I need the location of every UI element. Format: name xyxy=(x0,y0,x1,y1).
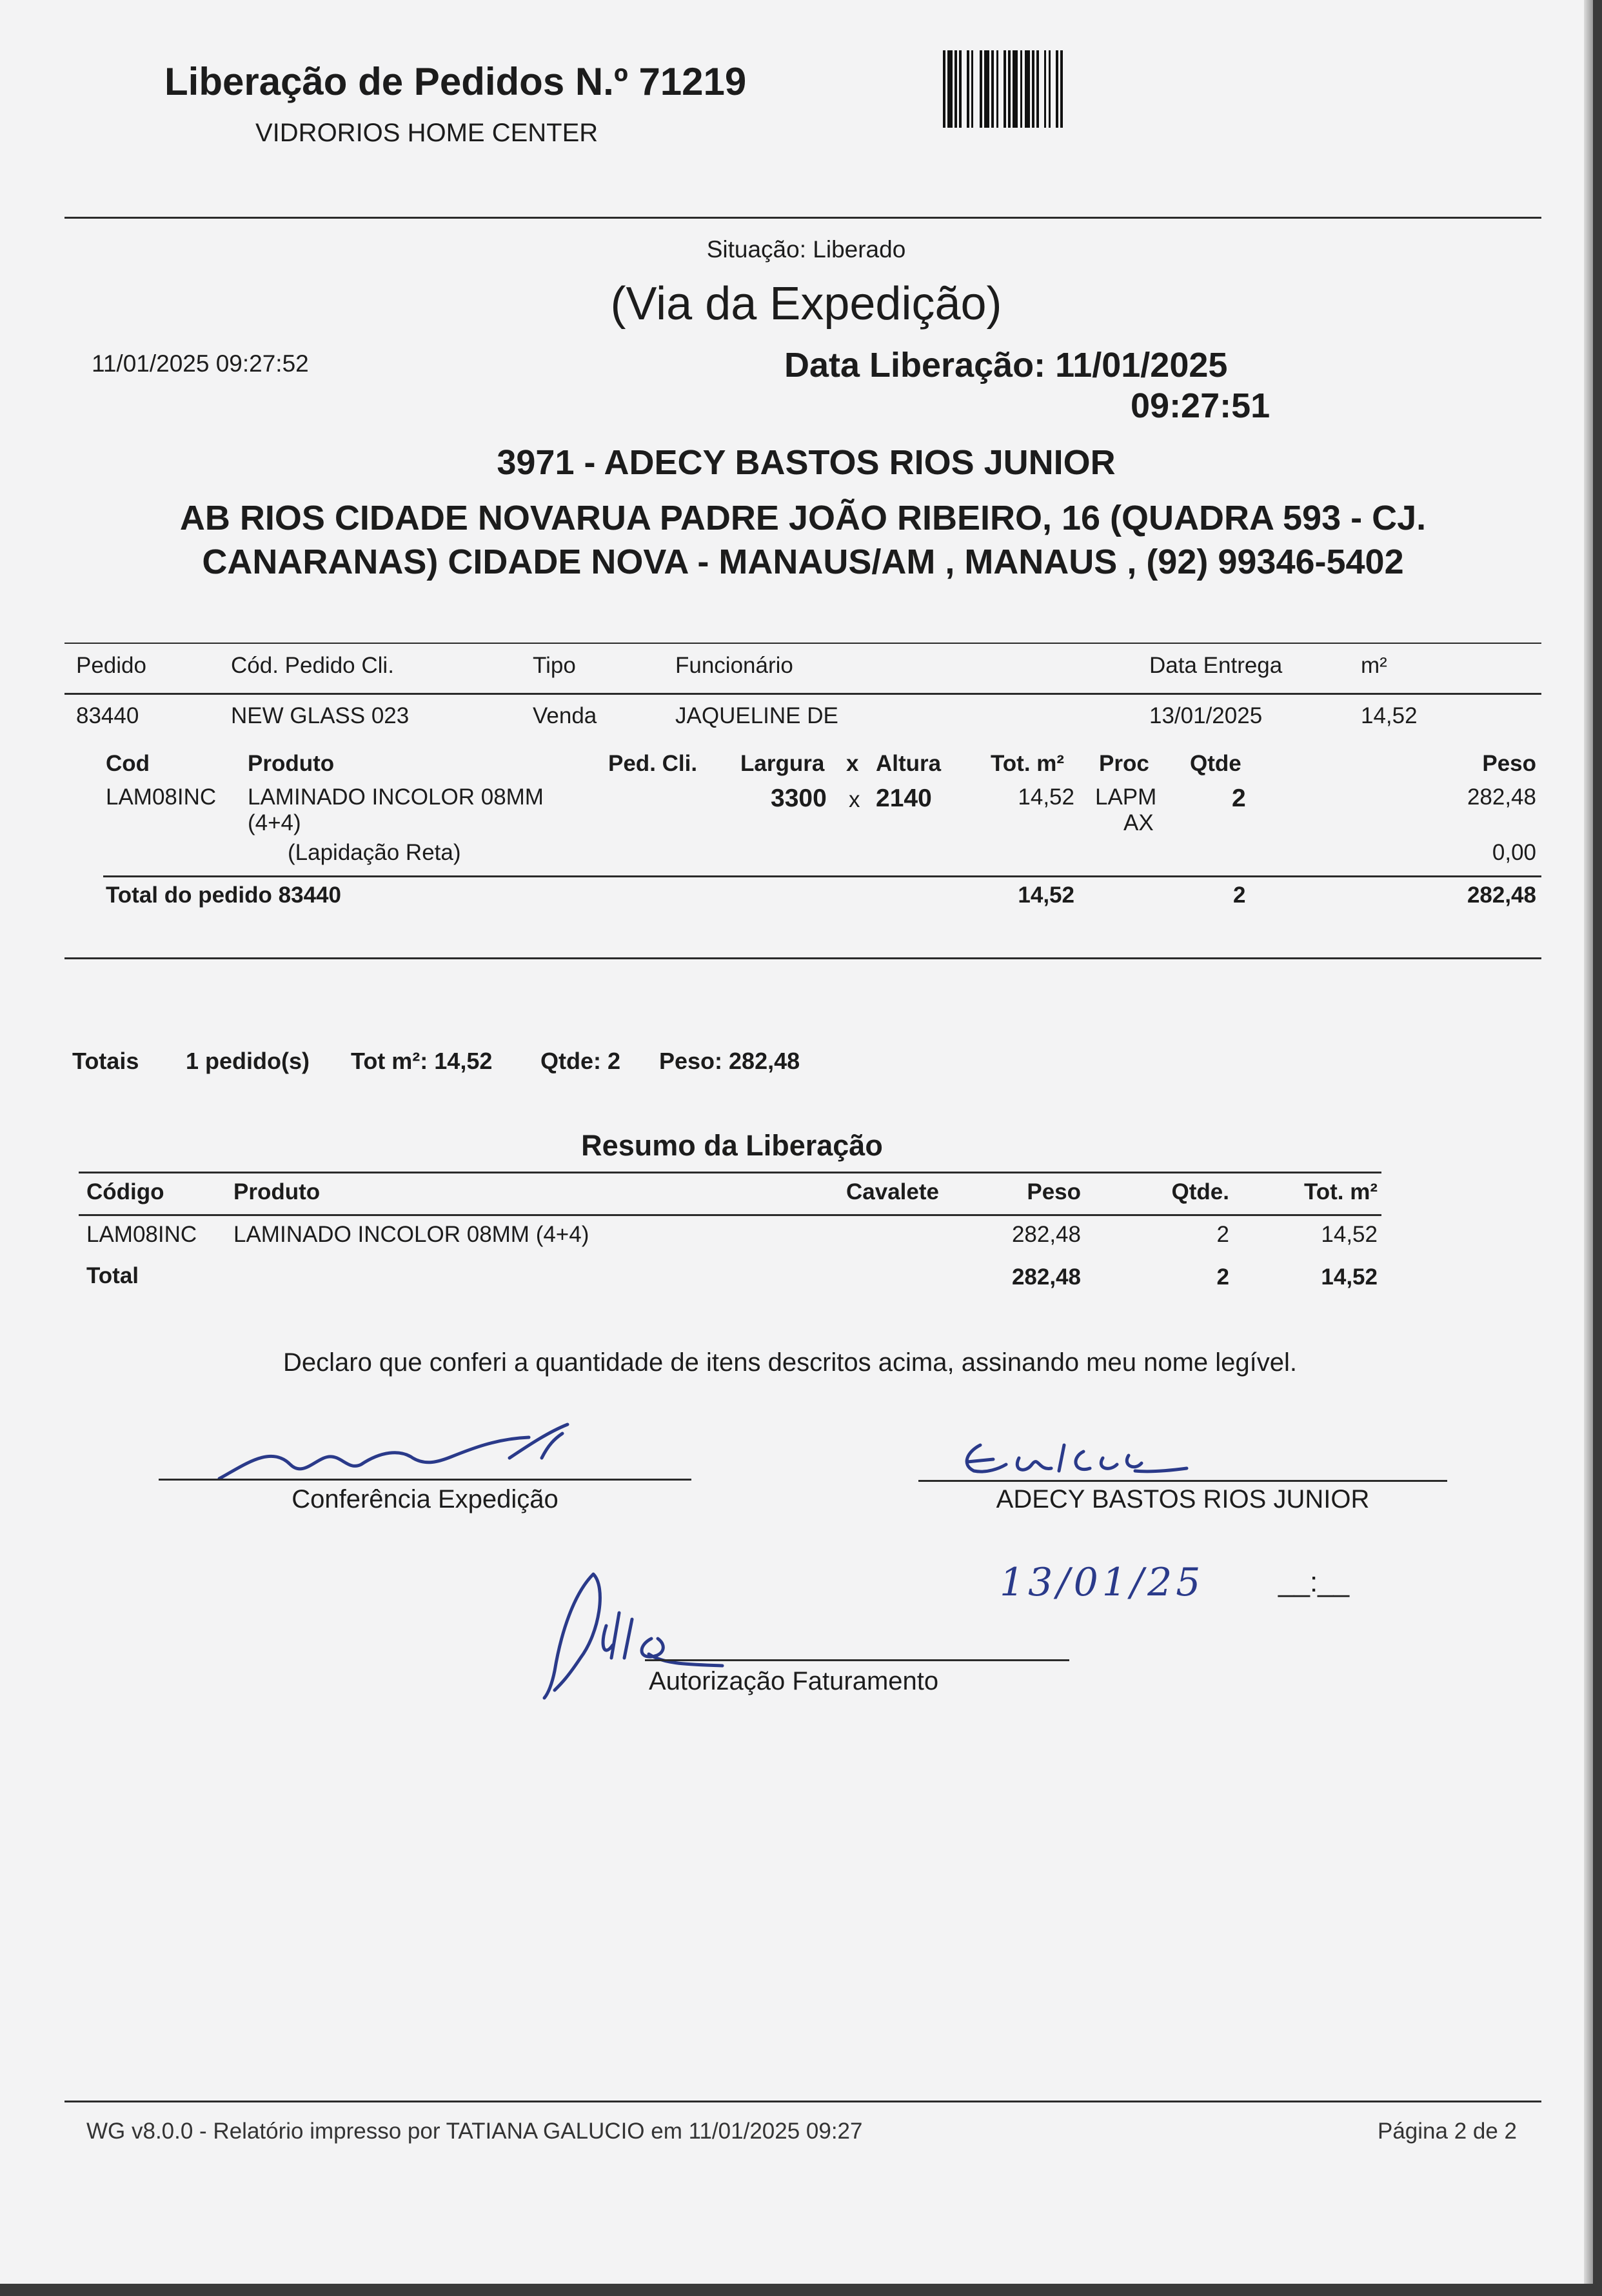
order-total-qtde: 2 xyxy=(1233,883,1246,908)
signature-line-conferencia xyxy=(159,1479,691,1481)
item-header-x: x xyxy=(846,751,859,776)
col-header-m2: m² xyxy=(1361,653,1387,678)
client-address-line1: AB RIOS CIDADE NOVARUA PADRE JOÃO RIBEIRO, 16 (QUADRA 593 - CJ. xyxy=(179,499,1427,537)
barcode xyxy=(943,50,1201,128)
resumo-total-qtde: 2 xyxy=(1216,1264,1229,1290)
item-header-altura: Altura xyxy=(876,751,942,776)
resumo-row-produto: LAMINADO INCOLOR 08MM (4+4) xyxy=(233,1222,589,1247)
resumo-header-codigo: Código xyxy=(86,1179,164,1204)
item-produto-line1: LAMINADO INCOLOR 08MM xyxy=(248,784,544,810)
order-total-label: Total do pedido 83440 xyxy=(106,883,341,908)
resumo-header-cavalete: Cavalete xyxy=(846,1179,939,1204)
data-liberacao-label: Data Liberação: xyxy=(784,346,1046,384)
data-liberacao xyxy=(784,345,1227,385)
resumo-row-peso: 282,48 xyxy=(1011,1222,1081,1247)
declaration-text: Declaro que conferi a quantidade de itens descritos acima, assinando meu nome legível. xyxy=(282,1348,1298,1377)
client-name: 3971 - ADECY BASTOS RIOS JUNIOR xyxy=(497,443,1116,482)
col-header-tipo: Tipo xyxy=(533,653,576,678)
order-pedido: 83440 xyxy=(76,703,139,728)
item-header-produto: Produto xyxy=(248,751,335,776)
item-header-largura: Largura xyxy=(740,751,825,776)
item-proc-line1: LAPM xyxy=(1095,784,1157,810)
resumo-row-tot-m2: 14,52 xyxy=(1321,1222,1378,1247)
item-peso: 282,48 xyxy=(1467,784,1536,810)
item-cod: LAM08INC xyxy=(106,784,217,810)
data-liberacao-date: 11/01/2025 xyxy=(1055,346,1228,384)
item-header-proc: Proc xyxy=(1099,751,1149,776)
status-situacao: Situação: Liberado xyxy=(706,236,906,263)
order-tipo: Venda xyxy=(533,703,597,728)
resumo-header-peso: Peso xyxy=(1027,1179,1081,1204)
subitem-peso: 0,00 xyxy=(1492,840,1536,865)
resumo-top-line xyxy=(79,1172,1381,1173)
company-name: VIDRORIOS HOME CENTER xyxy=(255,119,598,147)
col-header-pedido: Pedido xyxy=(76,653,146,678)
col-header-cod-pedido-cli: Cód. Pedido Cli. xyxy=(231,653,394,678)
resumo-total-tot-m2: 14,52 xyxy=(1321,1264,1378,1290)
handwritten-date: 13/01/25 xyxy=(1000,1560,1205,1605)
item-qtde: 2 xyxy=(1232,784,1246,812)
order-funcionario: JAQUELINE DE xyxy=(675,703,838,728)
totals-tot-m2: Tot m²: 14,52 xyxy=(351,1048,493,1074)
client-address-line2: CANARANAS) CIDADE NOVA - MANAUS/AM , MANAUS , (92) 99346-5402 xyxy=(202,543,1404,581)
resumo-title: Resumo da Liberação xyxy=(581,1129,883,1162)
item-header-tot-m2: Tot. m² xyxy=(991,751,1065,776)
resumo-header-qtde: Qtde. xyxy=(1171,1179,1229,1204)
document-title: Liberação de Pedidos N.º 71219 xyxy=(164,60,747,103)
signature-line-client xyxy=(918,1480,1447,1482)
item-header-ped-cli: Ped. Cli. xyxy=(608,751,698,776)
order-total-line xyxy=(103,875,1541,877)
item-header-peso: Peso xyxy=(1482,751,1536,776)
order-total-tot-m2: 14,52 xyxy=(1018,883,1074,908)
item-x: x xyxy=(849,787,860,812)
totals-pedidos: 1 pedido(s) xyxy=(186,1048,310,1074)
col-header-funcionario: Funcionário xyxy=(675,653,793,678)
col-header-data-entrega: Data Entrega xyxy=(1149,653,1283,678)
print-timestamp: 11/01/2025 09:27:52 xyxy=(92,350,309,377)
order-m2: 14,52 xyxy=(1361,703,1418,728)
footer-report: WG v8.0.0 - Relatório impresso por TATIANA GALUCIO em 11/01/2025 09:27 xyxy=(86,2119,863,2144)
resumo-header-line xyxy=(79,1214,1381,1216)
order-cod-pedido-cli: NEW GLASS 023 xyxy=(231,703,410,728)
item-largura: 3300 xyxy=(771,784,827,812)
header-divider xyxy=(64,217,1541,219)
via-expedicao: (Via da Expedição) xyxy=(610,278,1002,330)
item-header-cod: Cod xyxy=(106,751,150,776)
resumo-total-peso: 282,48 xyxy=(1011,1264,1081,1290)
resumo-header-tot-m2: Tot. m² xyxy=(1303,1179,1378,1204)
item-header-qtde: Qtde xyxy=(1190,751,1241,776)
totals-peso: Peso: 282,48 xyxy=(659,1048,800,1074)
footer-divider xyxy=(64,2101,1541,2102)
item-altura: 2140 xyxy=(876,784,932,812)
signature-label-autorizacao: Autorização Faturamento xyxy=(649,1667,939,1695)
signature-label-conferencia: Conferência Expedição xyxy=(292,1485,559,1513)
order-total-peso: 282,48 xyxy=(1467,883,1536,908)
resumo-total-label: Total xyxy=(86,1263,139,1288)
totals-label: Totais xyxy=(72,1048,139,1074)
order-table-header-line xyxy=(64,693,1541,695)
footer-page: Página 2 de 2 xyxy=(1377,2119,1517,2144)
resumo-row-codigo: LAM08INC xyxy=(86,1222,197,1247)
order-table-top-line xyxy=(64,643,1541,644)
time-blank: __:__ xyxy=(1278,1566,1350,1598)
item-tot-m2: 14,52 xyxy=(1018,784,1074,810)
signature-line-autorizacao xyxy=(645,1659,1069,1661)
item-produto-line2: (4+4) xyxy=(248,810,301,835)
order-data-entrega: 13/01/2025 xyxy=(1149,703,1263,728)
data-liberacao-time: 09:27:51 xyxy=(1131,386,1271,425)
totals-qtde: Qtde: 2 xyxy=(540,1048,621,1074)
item-proc-line2: AX xyxy=(1123,810,1154,835)
order-section-bottom-line xyxy=(64,957,1541,959)
signature-label-client: ADECY BASTOS RIOS JUNIOR xyxy=(996,1485,1370,1513)
resumo-header-produto: Produto xyxy=(233,1179,321,1204)
resumo-row-qtde: 2 xyxy=(1216,1222,1229,1247)
subitem-description: (Lapidação Reta) xyxy=(288,840,461,865)
